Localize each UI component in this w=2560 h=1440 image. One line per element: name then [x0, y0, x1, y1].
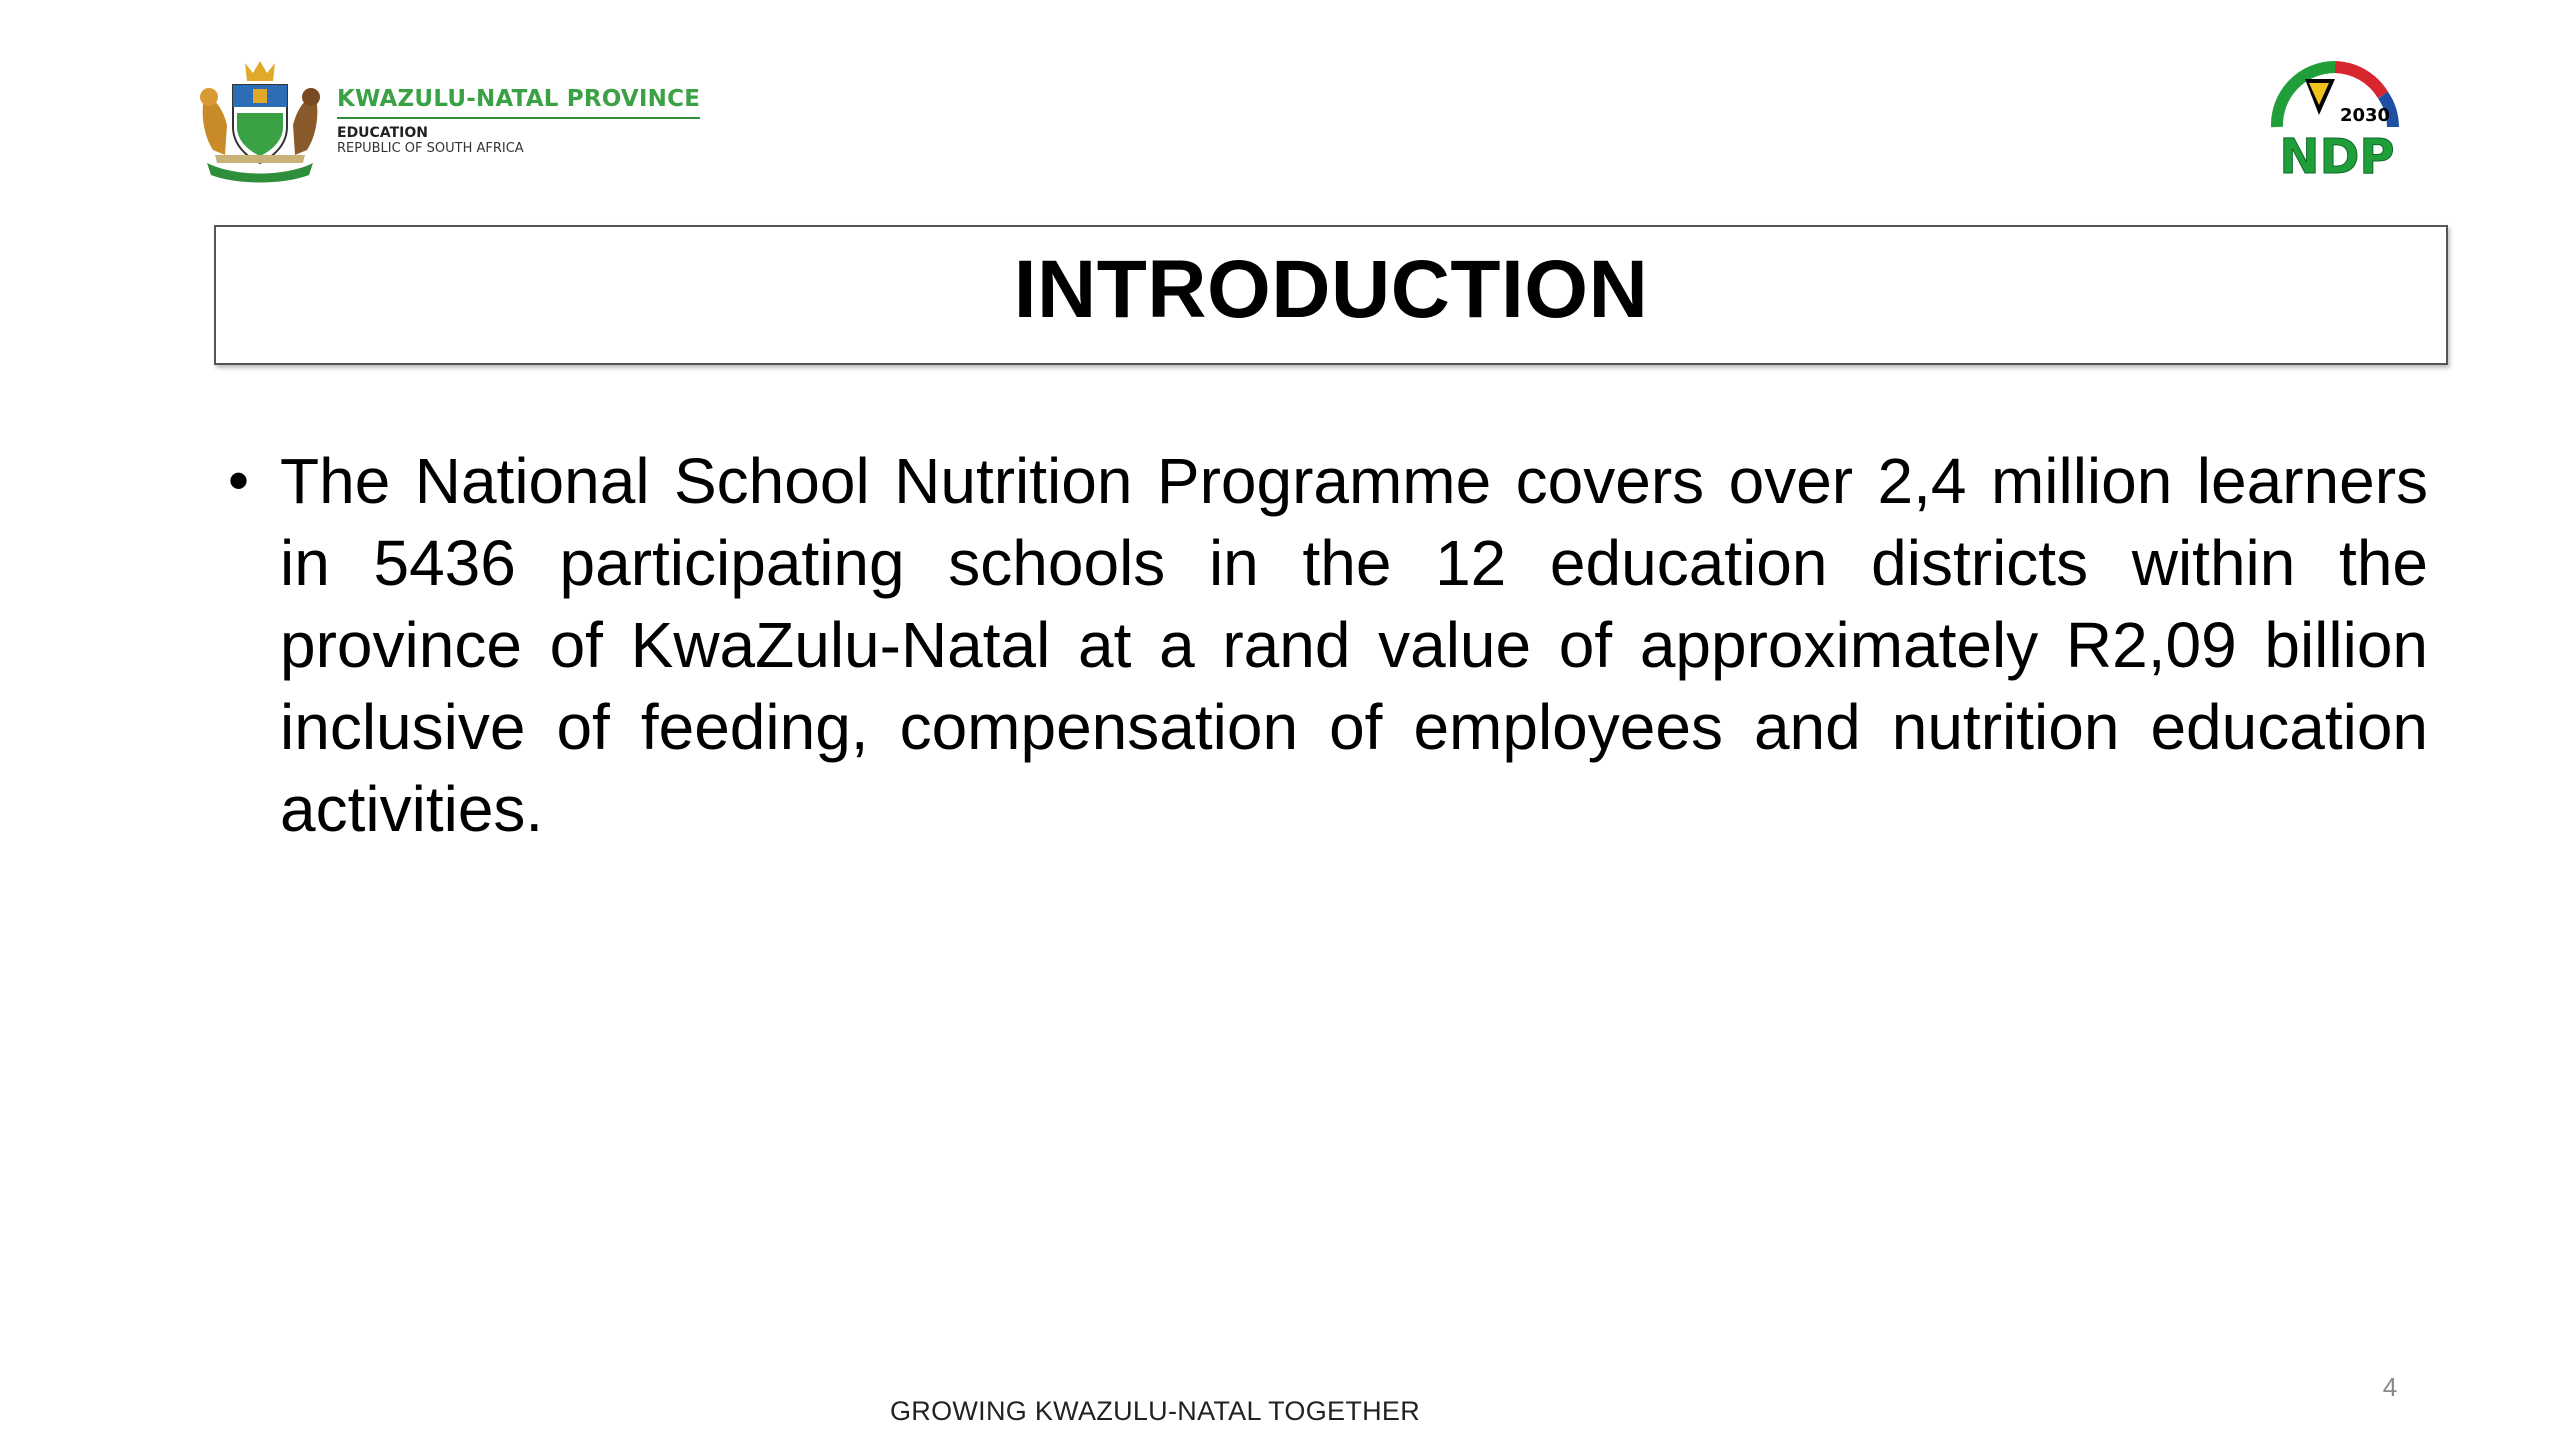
bullet-icon: •: [228, 447, 250, 514]
list-item: [228, 440, 2428, 850]
bullet-list: [228, 440, 2428, 850]
department-name: EDUCATION: [337, 124, 428, 141]
page-number: 4: [2382, 1372, 2398, 1402]
kzn-education-logo: [195, 55, 700, 185]
bullet-text: The National School Nutrition Programme covers over 2,4 million learners in 5436 participating schools in the 12 education districts within the province of KwaZulu-Natal at a rand value of approximately R2,09 billion inclusive of feeding, compensation of employees and nutrition education activities.: [280, 445, 2428, 845]
title-box: [214, 225, 2448, 365]
ndp-2030-logo-icon: [2265, 55, 2405, 185]
kzn-coat-of-arms-icon: [195, 55, 325, 185]
province-name: KWAZULU-NATAL PROVINCE: [337, 85, 700, 119]
country-name: REPUBLIC OF SOUTH AFRICA: [337, 140, 524, 156]
ndp-year: 2030: [2339, 105, 2391, 126]
ndp-text: NDP: [2279, 129, 2395, 185]
footer-tagline: GROWING KWAZULU-NATAL TOGETHER: [889, 1396, 1421, 1426]
slide-title: INTRODUCTION: [1013, 244, 1649, 335]
kzn-brand-text: [337, 85, 700, 156]
